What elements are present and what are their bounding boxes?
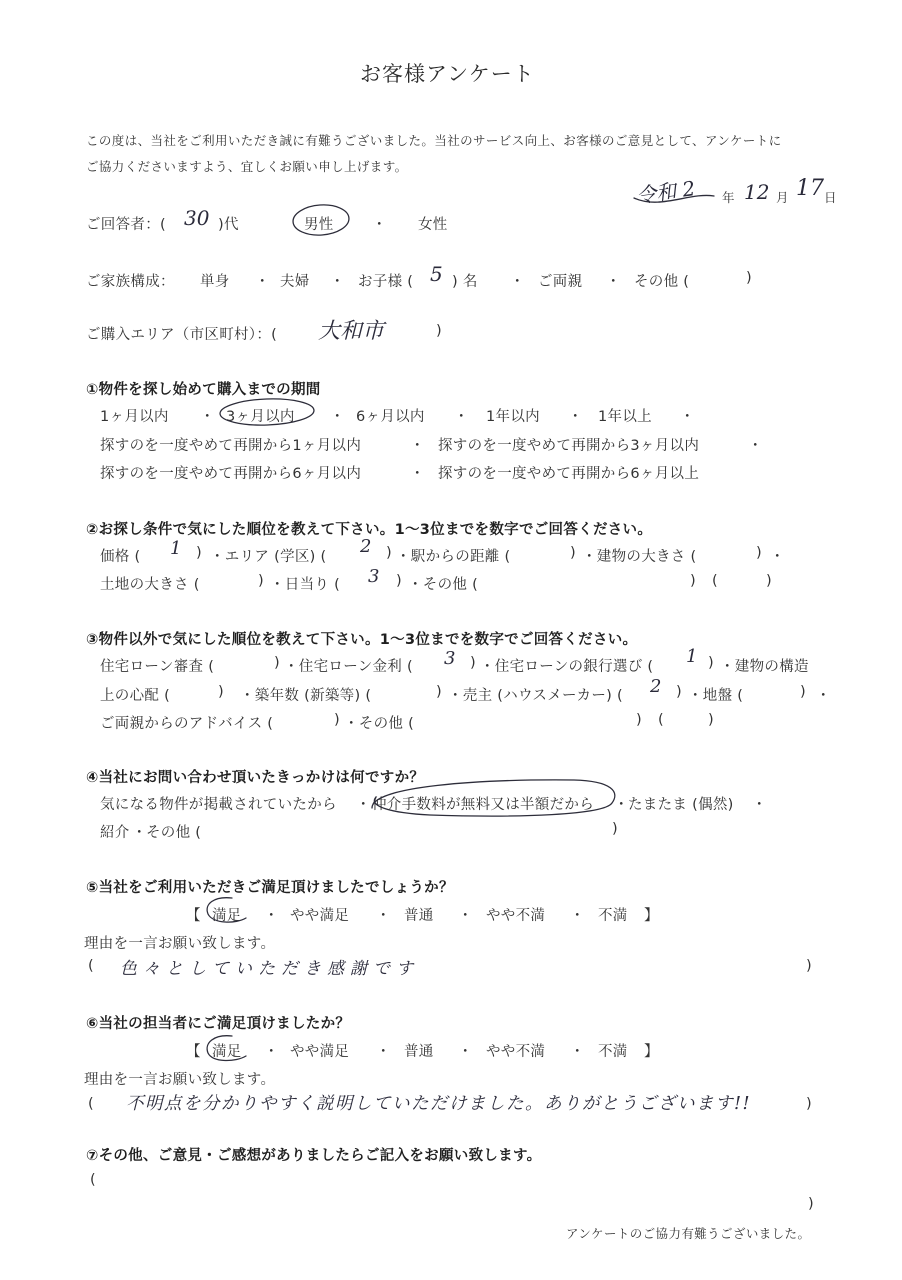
question-2-heading: ②お探し条件で気にした順位を教えて下さい。1～3位までを数字でご回答ください。 [86,522,653,538]
q2-open: ( [712,573,718,589]
separator: ・ [606,274,621,290]
q2-close: ) [386,545,392,561]
q3-item-label: 住宅ローン審査 ( [100,659,215,675]
year-label: 年 [722,190,735,205]
q3-close: ) [218,684,224,700]
q1-option[interactable]: 1ヶ月以内 [100,409,169,425]
q5-dot: ・ [376,908,391,924]
q2-rank[interactable]: 3 [368,566,380,587]
q2-close: ) [766,573,772,589]
q6-close: ) [806,1096,812,1112]
q3-item-label: ・建物の構造 [720,659,809,675]
question-1-heading: ①物件を探し始めて購入までの期間 [86,382,321,398]
q2-item-label: ・日当り ( [270,577,341,593]
q7-close: ) [808,1196,814,1212]
q3-close: ) [708,655,714,671]
q3-dot: ・ [816,688,831,704]
month-label: 月 [776,190,789,205]
separator: ・ [410,466,425,482]
q3-item-label: 上の心配 ( [100,688,171,704]
age-suffix: )代 [218,217,239,233]
family-label: ご家族構成： [86,274,175,290]
q3-close: ) [334,712,340,728]
question-6-heading: ⑥当社の担当者にご満足頂けましたか？ [86,1016,351,1032]
option-parents[interactable]: ご両親 [538,274,583,290]
other-close: ) [746,270,752,286]
circle-q5-mark [207,898,246,922]
q3-close: ) [470,655,476,671]
q4-close: ) [612,821,618,837]
separator: ・ [200,409,215,425]
q5-option-selected[interactable]: 満足 [212,908,242,924]
children-suffix: ) 名 [452,274,478,290]
area-label: ご購入エリア（市区町村）：( [86,327,278,343]
q4-dot: ・ [752,797,767,813]
q3-close: ) [636,712,642,728]
q3-rank[interactable]: 3 [444,648,456,669]
children-label: お子様 ( [358,274,414,290]
q3-open: ( [658,712,664,728]
q3-item-label: ・築年数 (新築等) ( [240,688,372,704]
separator: ・ [330,409,345,425]
option-other[interactable]: その他 ( [634,274,690,290]
separator: ・ [330,274,345,290]
q1-option[interactable]: 6ヶ月以内 [356,409,425,425]
q5-option[interactable]: 普通 [404,908,434,924]
q5-option[interactable]: やや不満 [486,908,546,924]
separator: ・ [680,409,695,425]
day-label: 日 [824,190,837,205]
q6-reason-label: 理由を一言お願い致します。 [84,1072,276,1088]
q5-bracket: 】 [644,908,659,924]
q3-close: ) [800,684,806,700]
q4-option-selected[interactable]: 仲介手数料が無料又は半額だから [372,797,594,813]
circle-male-mark [292,203,350,237]
question-3-heading: ③物件以外で気にした順位を教えて下さい。1～3位までを数字でご回答ください。 [86,632,638,648]
q5-close: ) [806,958,812,974]
q2-rank[interactable]: 1 [170,538,182,559]
q3-item-label: ・住宅ローンの銀行選び ( [480,659,654,675]
q6-dot: ・ [458,1044,473,1060]
q2-item-label: ・建物の大きさ ( [582,549,697,565]
month-value: 12 [744,180,770,204]
q4-option[interactable]: 紹介 [100,825,130,841]
q2-dot: ・ [770,549,785,565]
q2-item-label: 土地の大きさ ( [100,577,200,593]
q3-close: ) [676,684,682,700]
q3-item-label: ・地盤 ( [688,688,744,704]
q7-open: ( [90,1172,96,1188]
q1-option[interactable]: 1年以上 [598,409,652,425]
intro-line-1: この度は、当社をご利用いただき誠に有難うございました。当社のサービス向上、お客様のご意見として、アンケートに [86,133,782,148]
q2-item-label: ・その他 ( [408,577,479,593]
q5-option[interactable]: 不満 [598,908,628,924]
q6-option-selected[interactable]: 満足 [212,1044,242,1060]
q4-option[interactable]: 気になる物件が掲載されていたから [100,797,337,813]
q3-rank[interactable]: 1 [686,646,698,667]
q4-option[interactable]: たまたま (偶然) [628,797,734,813]
q4-dot: ・ [356,797,371,813]
q5-option[interactable]: やや満足 [290,908,350,924]
q3-item-label: ・売主 (ハウスメーカー) ( [448,688,623,704]
separator: ・ [255,274,270,290]
q5-reason[interactable]: 色々としていただき感謝です [120,959,419,979]
q2-close: ) [690,573,696,589]
era-handwritten: 令和 2 [634,175,697,208]
q6-bracket: 【 [186,1044,201,1060]
option-male[interactable]: 男性 [304,217,334,233]
circle-3month-mark [220,397,315,426]
q5-dot: ・ [264,908,279,924]
q1-option-selected[interactable]: 3ヶ月以内 [226,409,295,425]
q1-option[interactable]: 探すのを一度やめて再開から3ヶ月以内 [438,438,700,454]
q3-item-label: ご両親からのアドバイス ( [100,716,274,732]
intro-line-2: ご協力くださいますよう、宜しくお願い申し上げます。 [86,159,408,174]
q6-option[interactable]: 不満 [598,1044,628,1060]
children-count[interactable]: 5 [430,262,443,286]
q2-item-label: 価格 ( [100,549,141,565]
separator: ・ [568,409,583,425]
q2-close: ) [196,545,202,561]
q6-reason[interactable]: 不明点を分かりやすく説明していただけました。ありがとうございます!! [126,1094,752,1114]
age-value[interactable]: 30 [184,206,210,230]
q6-bracket: 】 [644,1044,659,1060]
q5-reason-label: 理由を一言お願い致します。 [84,936,276,952]
q3-close: ) [274,655,280,671]
q4-dot: ・ [132,825,147,841]
q6-option[interactable]: やや満足 [290,1044,350,1060]
q6-option[interactable]: やや不満 [486,1044,546,1060]
q4-option[interactable]: その他 ( [146,825,202,841]
q6-dot: ・ [376,1044,391,1060]
q5-dot: ・ [458,908,473,924]
separator: ・ [510,274,525,290]
q5-bracket: 【 [186,908,201,924]
q6-dot: ・ [570,1044,585,1060]
separator: ・ [410,438,425,454]
q6-dot: ・ [264,1044,279,1060]
footer-thanks: アンケートのご協力有難うございました。 [566,1226,811,1241]
q1-option[interactable]: 探すのを一度やめて再開から6ヶ月以上 [438,466,700,482]
q1-option[interactable]: 探すのを一度やめて再開から6ヶ月以内 [100,466,362,482]
separator: ・ [748,438,763,454]
date-underline-mark [634,195,714,202]
q1-option[interactable]: 探すのを一度やめて再開から1ヶ月以内 [100,438,362,454]
q2-rank[interactable]: 2 [360,536,372,557]
q1-option[interactable]: 1年以内 [486,409,540,425]
q5-dot: ・ [570,908,585,924]
q6-option[interactable]: 普通 [404,1044,434,1060]
q2-close: ) [756,545,762,561]
survey-title: お客様アンケート [360,62,535,86]
option-single[interactable]: 単身 [200,274,230,290]
option-female[interactable]: 女性 [418,217,448,233]
circle-q4-mark [372,780,615,816]
q2-item-label: ・エリア (学区) ( [210,549,327,565]
circle-q6-mark [207,1036,246,1061]
q3-item-label: ・その他 ( [344,716,415,732]
area-value[interactable]: 大和市 [318,319,385,344]
q3-close: ) [708,712,714,728]
q4-dot: ・ [614,797,629,813]
question-4-heading: ④当社にお問い合わせ頂いたきっかけは何ですか？ [86,770,425,786]
q3-item-label: ・住宅ローン金利 ( [284,659,413,675]
q6-open: ( [88,1096,94,1112]
separator: ・ [454,409,469,425]
separator: ・ [372,217,387,233]
q5-open: ( [88,958,94,974]
respondent-label: ご回答者：( [86,217,166,233]
question-5-heading: ⑤当社をご利用いただきご満足頂けましたでしょうか？ [86,880,454,896]
q3-close: ) [436,684,442,700]
question-7-heading: ⑦その他、ご意見・ご感想がありましたらご記入をお願い致します。 [86,1148,542,1164]
q2-close: ) [570,545,576,561]
area-close: ) [436,323,442,339]
day-value: 17 [796,176,824,201]
q3-rank[interactable]: 2 [650,676,662,697]
q2-close: ) [396,573,402,589]
q2-item-label: ・駅からの距離 ( [396,549,511,565]
option-couple[interactable]: 夫婦 [280,274,310,290]
q2-close: ) [258,573,264,589]
